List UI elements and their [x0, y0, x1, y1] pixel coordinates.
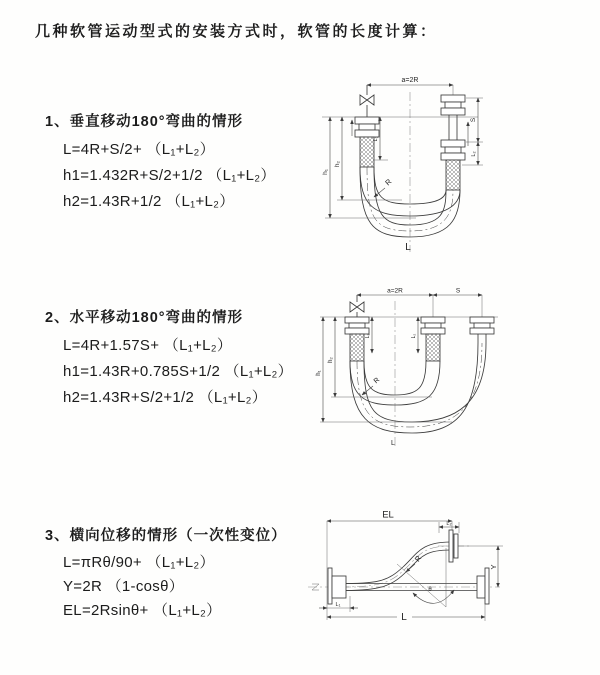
- dim-label-r: R: [383, 176, 394, 188]
- section-2-formula-h1: h1=1.43R+0.785S+1/2 （L₁+L₂）: [63, 363, 293, 380]
- radius-callout: [374, 177, 394, 197]
- dim-label-y: Y: [489, 564, 498, 570]
- section-3-formula-Y: Y=2R （1-cosθ）: [63, 578, 185, 595]
- dim-label-l2: L₂: [446, 521, 452, 527]
- dim-label-r: R: [412, 553, 424, 564]
- right-flange: [477, 568, 489, 604]
- dim-label-s: S: [455, 287, 461, 295]
- valve-icon: [350, 295, 364, 317]
- section-2-formula-h2: h2=1.43R+S/2+1/2 （L₁+L₂）: [63, 389, 268, 406]
- dim-label-el: EL: [382, 509, 394, 521]
- diagram-horizontal-180-bend: [312, 283, 507, 458]
- dim-label-l-bottom: L: [391, 440, 395, 447]
- section-1-formula-h2: h2=1.43R+1/2 （L₁+L₂）: [63, 193, 235, 210]
- dim-label-l: L: [401, 612, 407, 623]
- dim-label-l1: L₁: [373, 136, 379, 142]
- right-braid-section: [446, 160, 460, 190]
- angle-construction: [397, 548, 454, 607]
- middle-flange: [421, 317, 445, 361]
- dim-label-h2: h₂: [334, 160, 341, 168]
- dim-label-l2: L₂: [411, 333, 417, 339]
- left-braid-section: [350, 334, 364, 361]
- dim-label-l1: L₁: [365, 333, 371, 339]
- section-1-formula-h1: h1=1.432R+S/2+1/2 （L₁+L₂）: [63, 167, 276, 184]
- dim-s: [466, 98, 483, 142]
- left-braid-section: [360, 137, 374, 167]
- section-2-heading: 2、水平移动180°弯曲的情形: [45, 310, 244, 326]
- dim-label-l2: L₂: [471, 151, 477, 157]
- section-3-formula-EL: EL=2Rsinθ+ （L₁+L₂）: [63, 602, 222, 619]
- dim-label-h2: h₂: [328, 357, 334, 363]
- dim-label-s: S: [470, 117, 477, 123]
- dim-l2: [411, 317, 418, 353]
- middle-braid-section: [426, 334, 440, 361]
- dim-label-a2r: a=2R: [401, 77, 419, 84]
- section-1-formula-L: L=4R+S/2+ （L₁+L₂）: [63, 141, 215, 158]
- right-flange-upper-position: [441, 95, 465, 140]
- diagram-lateral-displacement: [300, 500, 510, 650]
- dim-label-h1: h₁: [316, 370, 322, 376]
- diagram-vertical-180-bend: [310, 72, 510, 262]
- section-2-formula-L: L=4R+1.57S+ （L₁+L₂）: [63, 337, 233, 354]
- page-title: 几种软管运动型式的安装方式时，软管的长度计算：: [35, 23, 438, 40]
- dim-l: [327, 600, 485, 623]
- right-flange-shifted-position: [470, 317, 494, 343]
- dim-label-theta: θ: [428, 587, 432, 593]
- right-flange-lower-position: [441, 140, 465, 190]
- section-3-formula-L: L=πRθ/90+ （L₁+L₂）: [63, 554, 215, 571]
- dim-a2r: [357, 288, 433, 296]
- dim-label-a2r: a=2R: [387, 287, 403, 295]
- valve-icon: [360, 85, 374, 117]
- dim-label-l1: L₁: [335, 602, 341, 608]
- left-flange: [328, 568, 346, 604]
- dim-label-l-bottom: L: [405, 242, 411, 253]
- section-1-heading: 1、垂直移动180°弯曲的情形: [45, 114, 244, 130]
- section-3-heading: 3、横向位移的情形（一次性变位）: [45, 528, 287, 544]
- dim-label-h1: h₁: [322, 169, 329, 175]
- dim-label-r: R: [372, 376, 382, 386]
- dim-s: [433, 288, 482, 318]
- upper-right-flange: [449, 530, 458, 562]
